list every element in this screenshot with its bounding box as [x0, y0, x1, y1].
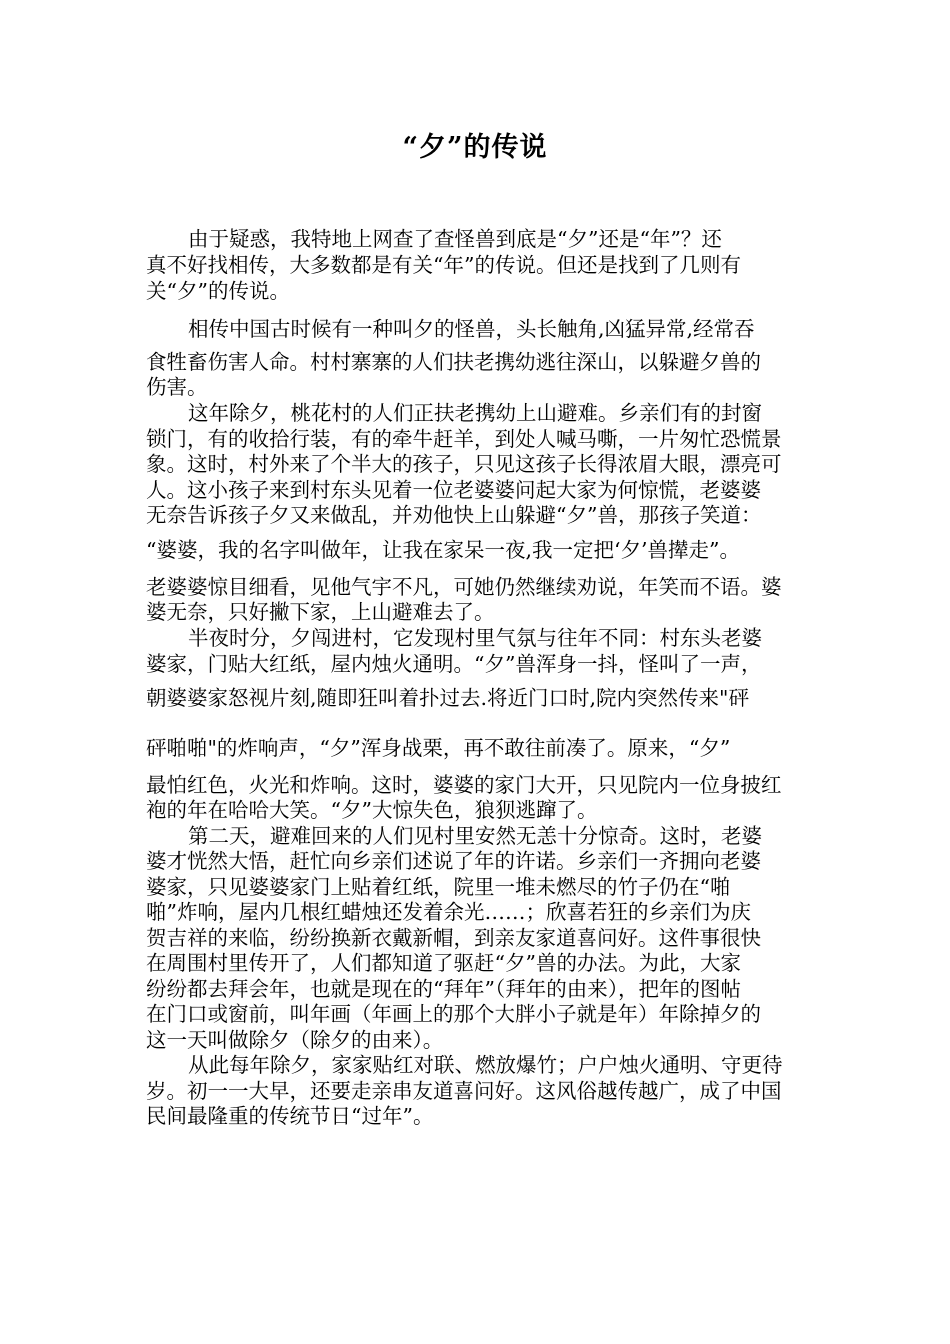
text-line: 在周围村里传开了，人们都知道了驱赶“夕”兽的办法。为此，大家: [146, 951, 741, 975]
text-line: 最怕红色，火光和炸响。这时，婆婆的家门大开，只见院内一位身披红: [146, 773, 782, 797]
text-line: 婆家，只见婆婆家门上贴着红纸，院里一堆未燃尽的竹子仍在“啪: [146, 875, 731, 899]
text-line: 婆家，门贴大红纸，屋内烛火通明。“夕”兽浑身一抖，怪叫了一声，: [146, 652, 762, 676]
text-line: 锁门，有的收拾行装，有的牵牛赶羊，到处人喊马嘶，一片匆忙恐慌景: [146, 427, 782, 451]
text-line: 婆无奈，只好撇下家，上山避难去了。: [146, 600, 495, 624]
text-line: “婆婆，我的名字叫做年，让我在家呆一夜,我一定把‘夕’兽撵走”。: [146, 538, 741, 562]
page-title: “夕”的传说: [402, 132, 548, 163]
text-line: 婆才恍然大悟，赶忙向乡亲们述说了年的许诺。乡亲们一齐拥向老婆: [146, 849, 761, 873]
text-line: 关“夕”的传说。: [146, 279, 290, 303]
text-line: 贺吉祥的来临，纷纷换新衣戴新帽，到亲友家道喜问好。这件事很快: [146, 926, 761, 950]
text-line: 岁。初一一大早，还要走亲串友道喜问好。这风俗越传越广，成了中国: [146, 1079, 782, 1103]
text-line: 食牲畜伤害人命。村村寨寨的人们扶老携幼逃往深山，以躲避夕兽的: [146, 350, 761, 374]
text-line: 啪”炸响，屋内几根红蜡烛还发着余光……；欣喜若狂的乡亲们为庆: [146, 900, 751, 924]
text-line: 相传中国古时候有一种叫夕的怪兽，头长触角,凶猛异常,经常吞: [188, 317, 755, 341]
text-line: 纷纷都去拜会年，也就是现在的“拜年”（拜年的由来），把年的图帖: [146, 977, 741, 1001]
text-line: 在门口或窗前，叫年画（年画上的那个大胖小子就是年）年除掉夕的: [146, 1002, 761, 1026]
text-line: 从此每年除夕，家家贴红对联、燃放爆竹；户户烛火通明、守更待: [188, 1053, 783, 1077]
text-line: 朝婆婆家怒视片刻,随即狂叫着扑过去.将近门口时,院内突然传来"砰: [146, 686, 749, 710]
text-line: 伤害。: [146, 375, 208, 399]
text-line: 由于疑惑，我特地上网查了查怪兽到底是“夕”还是“年”？还: [188, 227, 722, 251]
text-line: 人。这小孩子来到村东头见着一位老婆婆问起大家为何惊慌，老婆婆: [146, 478, 761, 502]
text-line: 老婆婆惊目细看，见他气宇不凡，可她仍然继续劝说，年笑而不语。婆: [146, 575, 782, 599]
text-line: 无奈告诉孩子夕又来做乱，并劝他快上山躲避“夕”兽，那孩子笑道：: [146, 503, 762, 527]
text-line: 这年除夕，桃花村的人们正扶老携幼上山避难。乡亲们有的封窗: [188, 401, 762, 425]
text-line: 民间最隆重的传统节日“过年”。: [146, 1104, 434, 1128]
text-line: 袍的年在哈哈大笑。“夕”大惊失色，狼狈逃蹿了。: [146, 798, 598, 822]
text-line: 真不好找相传，大多数都是有关“年”的传说。但还是找到了几则有: [146, 253, 741, 277]
text-line: 砰啪啪"的炸响声，“夕”浑身战栗，再不敢往前凑了。原来，“夕”: [146, 736, 731, 760]
text-line: 象。这时，村外来了个半大的孩子，只见这孩子长得浓眉大眼，漂亮可: [146, 452, 782, 476]
text-line: 半夜时分，夕闯进村，它发现村里气氛与往年不同：村东头老婆: [188, 626, 762, 650]
text-line: 第二天，避难回来的人们见村里安然无恙十分惊奇。这时，老婆: [188, 824, 762, 848]
text-line: 这一天叫做除夕（除夕的由来）。: [146, 1028, 444, 1052]
